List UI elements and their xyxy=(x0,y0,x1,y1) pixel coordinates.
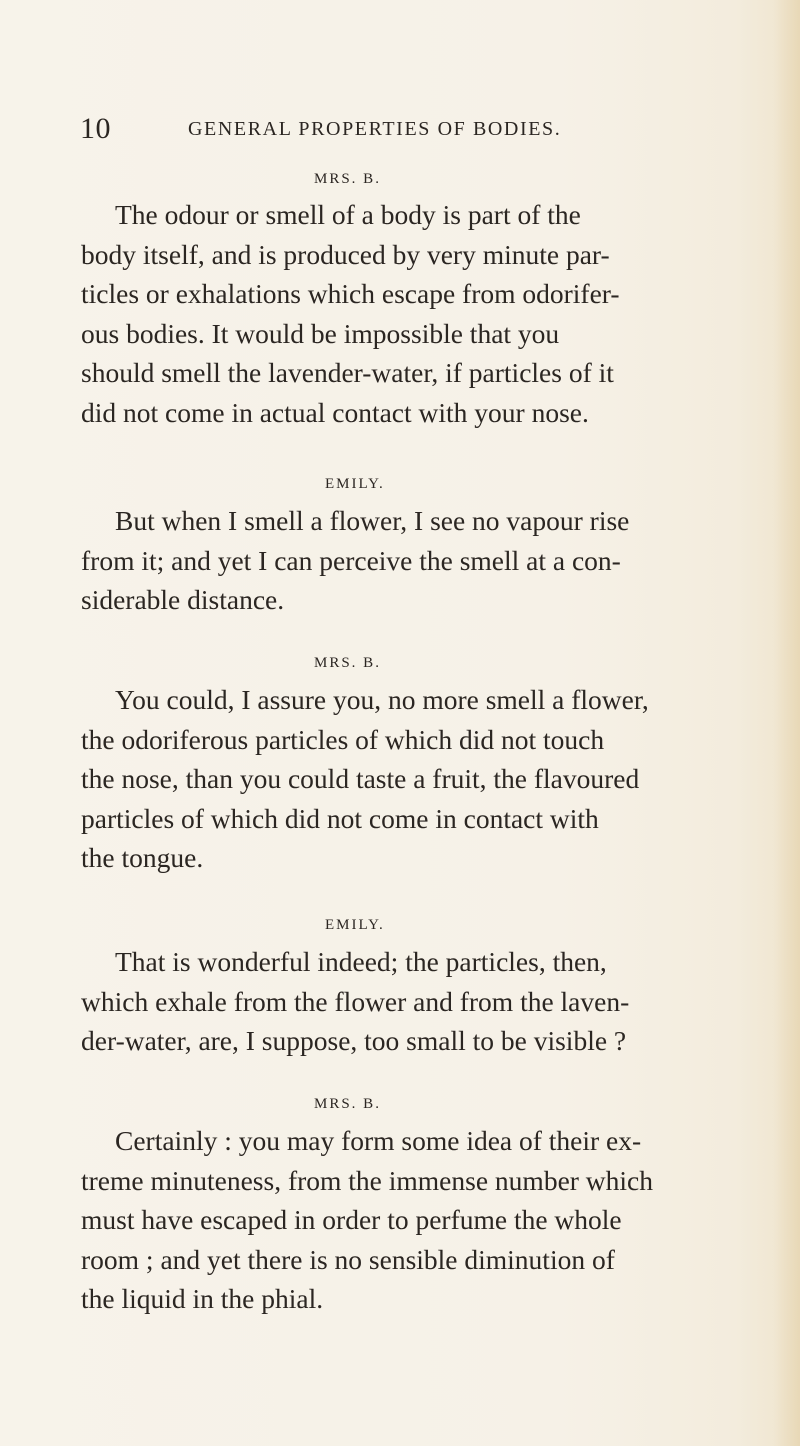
text-line: particles of which did not come in contact with xyxy=(81,802,599,834)
text-line: ticles or exhalations which escape from odorifer- xyxy=(81,278,620,310)
text-line: You could, I assure you, no more smell a flower, xyxy=(115,684,649,715)
running-head: GENERAL PROPERTIES OF BODIES. xyxy=(188,118,562,140)
speaker-name: MRS. B. xyxy=(314,171,381,187)
text-line: The odour or smell of a body is part of the xyxy=(115,199,581,230)
text-line: from it; and yet I can perceive the smell at a con- xyxy=(81,544,621,576)
text-line: der-water, are, I suppose, too small to be visible ? xyxy=(81,1025,627,1057)
text-line: which exhale from the flower and from the laven- xyxy=(81,985,630,1017)
speaker-name: EMILY. xyxy=(325,476,385,492)
speech-paragraph xyxy=(81,1121,741,1319)
dialogue-block xyxy=(81,168,741,433)
text-line: But when I smell a flower, I see no vapour rise xyxy=(115,505,630,536)
dialogue-block xyxy=(81,473,741,620)
text-line: the nose, than you could taste a fruit, the flavoured xyxy=(81,763,640,795)
dialogue-block xyxy=(81,914,741,1061)
text-line: the tongue. xyxy=(81,842,204,874)
text-line: did not come in actual contact with your nose. xyxy=(81,396,589,428)
speaker-name: EMILY. xyxy=(325,917,385,933)
text-line: body itself, and is produced by very minute par- xyxy=(81,238,610,270)
text-line: should smell the lavender-water, if particles of it xyxy=(81,357,614,389)
page-number: 10 xyxy=(80,112,111,145)
text-line: room ; and yet there is no sensible diminution of xyxy=(81,1243,615,1275)
text-line: Certainly : you may form some idea of their ex- xyxy=(115,1125,642,1156)
speech-paragraph xyxy=(81,942,741,1061)
text-line: ous bodies. It would be impossible that you xyxy=(81,317,560,349)
text-line: treme minuteness, from the immense number which xyxy=(81,1164,654,1196)
speaker-name: MRS. B. xyxy=(314,1096,381,1112)
speaker-name: MRS. B. xyxy=(314,655,381,671)
text-line: the odoriferous particles of which did not touch xyxy=(81,723,605,755)
text-line: siderable distance. xyxy=(81,584,285,616)
dialogue-block xyxy=(81,652,741,878)
text-line: That is wonderful indeed; the particles, then, xyxy=(115,946,607,977)
dialogue-block xyxy=(81,1093,741,1319)
speech-paragraph xyxy=(81,680,741,878)
page-header xyxy=(80,112,720,152)
speech-paragraph xyxy=(81,195,741,433)
text-line: must have escaped in order to perfume the whole xyxy=(81,1204,622,1236)
text-line: the liquid in the phial. xyxy=(81,1283,324,1315)
speech-paragraph xyxy=(81,501,741,620)
page-edge-shading xyxy=(774,0,800,1446)
